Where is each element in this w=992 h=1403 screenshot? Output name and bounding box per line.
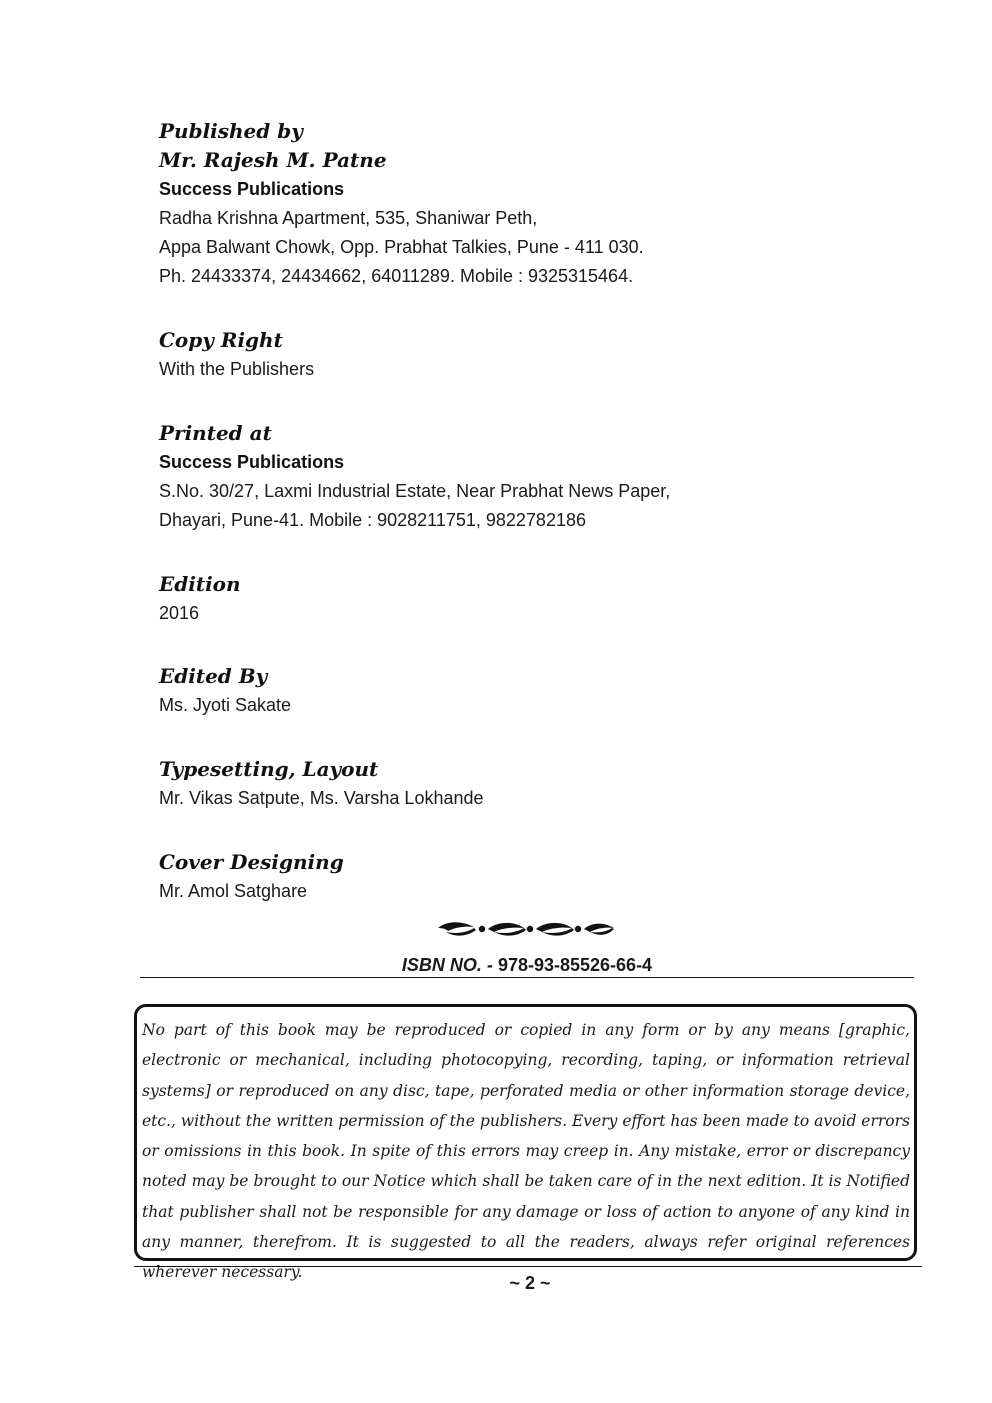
printed-section: [159, 419, 670, 535]
copyright-heading: Copy Right: [159, 328, 283, 352]
cover-section: [159, 848, 344, 906]
page-number: ~ 2 ~: [509, 1273, 551, 1293]
published-heading: Published by: [159, 119, 303, 143]
typesetting-text: Mr. Vikas Satpute, Ms. Varsha Lokhande: [159, 788, 484, 808]
edition-section: [159, 570, 241, 628]
printer-company: Success Publications: [159, 452, 345, 472]
isbn-line: [140, 952, 914, 978]
bottom-rule: [134, 1266, 922, 1267]
cover-heading: Cover Designing: [159, 850, 344, 874]
edited-section: [159, 662, 291, 720]
printer-address-line2: Dhayari, Pune-41. Mobile : 9028211751, 9822782186: [159, 510, 586, 530]
copyright-notice-box: [134, 1004, 917, 1282]
isbn-label: ISBN NO. -: [401, 955, 493, 975]
typesetting-section: [159, 755, 484, 813]
typesetting-heading: Typesetting, Layout: [159, 757, 379, 781]
ornament-divider-icon: [436, 918, 616, 940]
edited-heading: Edited By: [159, 664, 268, 688]
publisher-address-line1: Radha Krishna Apartment, 535, Shaniwar Peth,: [159, 208, 538, 228]
isbn-value: 978-93-85526-66-4: [497, 955, 653, 975]
top-rule: [140, 977, 914, 978]
printed-heading: Printed at: [159, 421, 272, 445]
copyright-section: [159, 326, 314, 384]
cover-text: Mr. Amol Satghare: [159, 881, 308, 901]
edited-text: Ms. Jyoti Sakate: [159, 695, 292, 715]
copyright-text: With the Publishers: [159, 359, 315, 379]
published-section: [159, 117, 644, 291]
edition-text: 2016: [159, 603, 200, 623]
printer-address-line1: S.No. 30/27, Laxmi Industrial Estate, Near Prabhat News Paper,: [159, 481, 671, 501]
copyright-notice-text: No part of this book may be reproduced or copied in any form or by any means [graphic, electronic or mechanical, including photocopying, recording, taping, or information retrieval systems] or reproduced on any disc, tape, perforated media or other information storage device, etc., without the written permission of the publishers. Every effort has been made to avoid errors or omissions in this book. In spite of this errors may creep in. Any mistake, error or discrepancy noted may be brought to our Notice which shall be taken care of in the next edition. It is Notified that publisher shall not be responsible for any damage or loss of action to anyone of any kind in any manner, therefrom. It is suggested to all the readers, always refer original references wherever necessary.: [142, 1021, 910, 1282]
publisher-name: Mr. Rajesh M. Patne: [159, 148, 387, 172]
publisher-phone: Ph. 24433374, 24434662, 64011289. Mobile : 9325315464.: [159, 266, 634, 286]
publisher-address-line2: Appa Balwant Chowk, Opp. Prabhat Talkies, Pune - 411 030.: [159, 237, 644, 257]
publisher-company: Success Publications: [159, 179, 345, 199]
edition-heading: Edition: [159, 572, 241, 596]
